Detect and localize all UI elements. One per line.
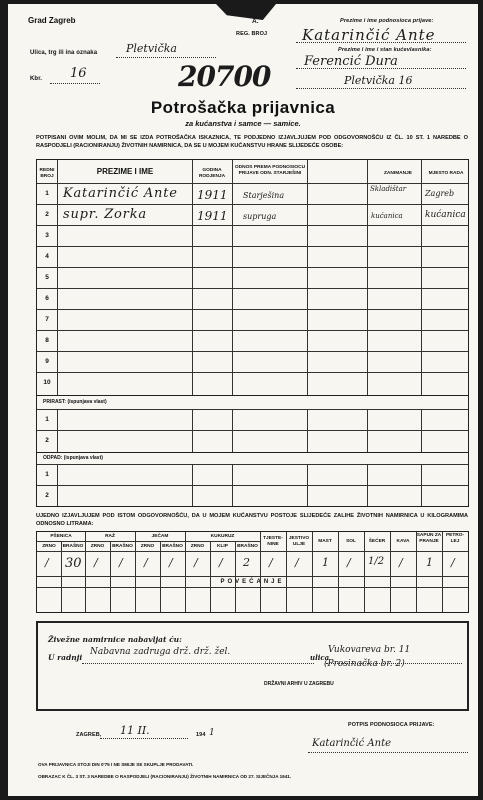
member-occupation: kućanica bbox=[371, 212, 403, 220]
supply-value: 30 bbox=[65, 556, 82, 571]
street2-value: (Prosinačka br. 2) bbox=[324, 659, 405, 669]
odpad-row-num: 1 bbox=[45, 471, 49, 478]
col-relation-header: ODNOS PREMA PODNOSIOCU PRIJAVE ODN. STARJEŠINI bbox=[234, 165, 306, 176]
member-year: 1911 bbox=[197, 209, 228, 223]
applicant-label: Prezime i ime podnosioca prijave: bbox=[340, 18, 434, 24]
member-name: supr. Zorka bbox=[63, 207, 147, 222]
supply-value: 1/2 bbox=[368, 556, 385, 567]
row-num: 8 bbox=[45, 337, 49, 344]
footer-note-1: OVA PRIJAVNICA STOJI DIN 0'75 I NE SMIJE SE SKUPLJE PRODAVATI. bbox=[38, 762, 194, 767]
ulica-label: ulica bbox=[310, 653, 330, 662]
row-num: 7 bbox=[45, 316, 49, 323]
prirast-row-num: 2 bbox=[45, 437, 49, 444]
single-header: TJESTE-NINE bbox=[263, 536, 283, 547]
group-header: RAŽ bbox=[105, 534, 115, 539]
kbr-value: 16 bbox=[70, 66, 87, 81]
supply-value: / bbox=[347, 556, 351, 569]
row-num: 3 bbox=[45, 232, 49, 239]
form-subtitle: za kućanstva i samce — samice. bbox=[185, 119, 301, 128]
supply-value: / bbox=[119, 556, 123, 569]
supply-value: / bbox=[94, 556, 98, 569]
supply-value: 1 bbox=[322, 556, 329, 569]
row-num: 5 bbox=[45, 274, 49, 281]
member-relation: supruga bbox=[243, 212, 277, 221]
sub-header: BRAŠNO bbox=[162, 544, 183, 549]
signature: Katarinčić Ante bbox=[312, 738, 392, 749]
single-header: SAPUN ZA PRANJE bbox=[416, 533, 442, 544]
landlord-label: Prezime i ime i stan kućevlasnika: bbox=[338, 47, 432, 53]
supplies-text: UJEDNO IZJAVLJUJEM POD ISTOM ODGOVORNOŠĆU, DA U MOJEM KUĆANSTVU POSTOJE SLIJEDEĆE ZALIHE ŽIVOTNIH NAMIRNICA U KILOGRAMIMA ODNOSNO LITRAMA: bbox=[36, 513, 468, 527]
prirast-row-num: 1 bbox=[45, 416, 49, 423]
supply-value: / bbox=[194, 556, 198, 569]
sub-header: BRAŠNO bbox=[112, 544, 133, 549]
purchase-label: Živežne namirnice nabavljat ću: bbox=[48, 635, 182, 644]
purchase-box bbox=[36, 621, 469, 711]
landlord-address: Pletvička 16 bbox=[344, 74, 413, 87]
supply-value: / bbox=[295, 556, 299, 569]
street-label: Ulica, trg ili ina oznaka bbox=[30, 50, 98, 56]
supply-value: / bbox=[269, 556, 273, 569]
document-page bbox=[8, 4, 478, 796]
sub-header: ZRNO bbox=[190, 544, 205, 549]
member-relation: Starješina bbox=[243, 191, 285, 200]
member-name: Katarinčić Ante bbox=[63, 186, 178, 201]
u-radnji-label: U radnji bbox=[48, 653, 83, 662]
sub-header: BRAŠNO bbox=[237, 544, 258, 549]
row-num: 1 bbox=[45, 190, 49, 197]
group-header: JEČAM bbox=[151, 534, 169, 539]
supply-value: / bbox=[219, 556, 223, 569]
row-num: 6 bbox=[45, 295, 49, 302]
supply-value: / bbox=[399, 556, 403, 569]
sub-header: ZRNO bbox=[90, 544, 105, 549]
intro-text: POTPISANI OVIM MOLIM, DA MI SE IZDA POTROŠAČKA ISKAZNICA, TE PODJEDNO IZJAVLJUJEM POD ODGOVORNOŠĆU IZ ČL. 10 ST. 1 NAREDBE O RASPODJELI (RACIONIRANJU) ŽIVOTNIH NAMIRNICA, DA SE U MOJEM KUĆANSTVU HRANE SLIJEDEĆE OSOBE: bbox=[36, 135, 468, 149]
col-year-header: GODINA RODJENJA bbox=[198, 168, 226, 179]
col-work-header: MJESTO RADA bbox=[428, 171, 464, 176]
stamp-number: 20700 bbox=[178, 60, 271, 93]
povecanje-label: POVEĆANJE bbox=[220, 579, 285, 585]
col-num-header: REDNI BROJ bbox=[39, 168, 55, 179]
single-header: KAVA bbox=[396, 539, 410, 544]
member-occupation: Skladištar bbox=[370, 185, 407, 193]
single-header: ŠEĆER bbox=[368, 539, 386, 544]
supply-value: / bbox=[451, 556, 455, 569]
shop-value: Nabavna zadruga drž. drž. žel. bbox=[90, 647, 231, 657]
prirast-label: PRIRAST: (ispunjava vlast) bbox=[43, 399, 107, 405]
members-table bbox=[36, 159, 469, 507]
single-header: PETRO-LEJ bbox=[445, 533, 465, 544]
kbr-label: Kbr. bbox=[30, 76, 43, 82]
form-letter: A. bbox=[252, 18, 259, 25]
single-header: JESTIVO ULJE bbox=[288, 536, 310, 547]
sub-header: ZRNO bbox=[42, 544, 56, 549]
row-num: 4 bbox=[45, 253, 49, 260]
reg-label: REG. BROJ bbox=[236, 31, 268, 37]
group-header: PŠENICA bbox=[50, 534, 72, 539]
member-work: kućanica bbox=[425, 210, 466, 220]
sub-header: BRAŠNO bbox=[62, 544, 84, 549]
street-value: Pletvička bbox=[126, 42, 177, 55]
place-label: ZAGREB, bbox=[76, 732, 102, 738]
footer-note-2: OBRAZAC K ČL. 3 ST. 3 NAREDBE O RASPODJELI (RACIONIRANJU) ŽIVOTNIH NAMIRNICA OD 27. SIJEČNJA 1941. bbox=[38, 774, 292, 779]
supply-value: 1 bbox=[426, 556, 433, 569]
landlord-value: Ferencić Dura bbox=[304, 54, 398, 69]
archive-stamp: DRŽAVNI ARHIV U ZAGREBU bbox=[264, 681, 334, 687]
member-year: 1911 bbox=[197, 188, 228, 202]
city-label: Grad Zagreb bbox=[28, 16, 76, 25]
odpad-row-num: 2 bbox=[45, 492, 49, 499]
col-name-header: PREZIME I IME bbox=[96, 167, 154, 176]
year-prefix: 194 bbox=[196, 732, 206, 738]
street-value: Vukovareva br. 11 bbox=[328, 645, 411, 655]
torn-corner bbox=[216, 4, 276, 20]
row-num: 10 bbox=[43, 379, 51, 386]
applicant-value: Katarinčić Ante bbox=[302, 26, 436, 44]
supplies-table bbox=[36, 531, 469, 613]
sub-header: KLIP bbox=[217, 544, 228, 549]
single-header: MAST bbox=[318, 539, 332, 544]
supply-value: / bbox=[169, 556, 173, 569]
date-value: 11 II. bbox=[120, 724, 150, 737]
supply-value: 2 bbox=[243, 556, 250, 569]
row-num: 2 bbox=[45, 211, 49, 218]
col-occupation-header: ZANIMANJE bbox=[384, 171, 412, 176]
member-work: Zagreb bbox=[425, 189, 455, 198]
form-title: Potrošačka prijavnica bbox=[150, 98, 336, 117]
year-suffix: 1 bbox=[209, 728, 215, 738]
group-header: KUKURUZ bbox=[210, 534, 235, 539]
supply-value: / bbox=[45, 556, 49, 569]
signature-label: POTPIS PODNOSIOCA PRIJAVE: bbox=[348, 722, 435, 728]
single-header: SOL bbox=[346, 539, 356, 544]
odpad-label: ODPAD: (ispunjava vlast) bbox=[43, 455, 103, 461]
row-num: 9 bbox=[45, 358, 49, 365]
supply-value: / bbox=[144, 556, 148, 569]
sub-header: ZRNO bbox=[140, 544, 155, 549]
